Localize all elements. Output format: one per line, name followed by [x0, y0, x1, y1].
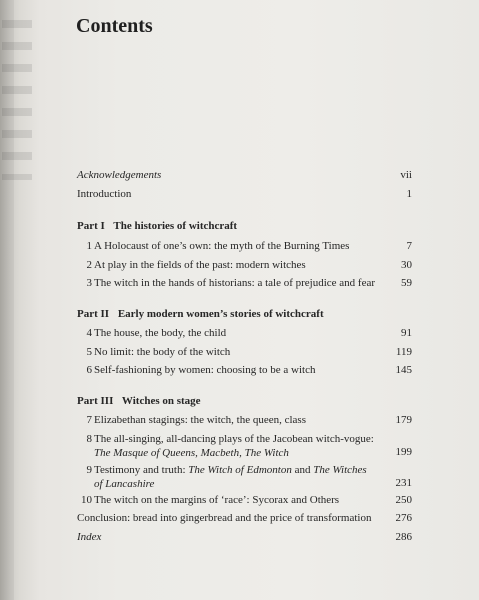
chapter-number: 10: [81, 494, 92, 506]
chapter-title-a: Testimony and truth:: [94, 464, 189, 476]
chapter-page: 250: [395, 494, 412, 506]
chapter-title: [94, 463, 384, 491]
chapter-page: 199: [395, 446, 412, 458]
chapter-number: 9: [86, 464, 92, 476]
chapter-title: At play in the fields of the past: modern witches: [94, 259, 306, 271]
part-heading-3: [77, 395, 207, 407]
chapter-title-b: The Witch of Edmonton: [188, 464, 292, 476]
chapter-title: Elizabethan stagings: the witch, the queen, class: [94, 414, 306, 426]
chapter-title-c: and: [291, 464, 314, 476]
chapter-page: 145: [395, 364, 412, 376]
entry-title: Acknowledgements: [77, 169, 162, 181]
chapter-title: The house, the body, the child: [94, 327, 227, 339]
chapter-number: 7: [86, 414, 92, 426]
entry-page: 276: [395, 512, 412, 524]
chapter-title: No limit: the body of the witch: [94, 346, 231, 358]
chapter-title: Self-fashioning by women: choosing to be a witch: [94, 364, 316, 376]
chapter-page: 119: [395, 346, 412, 358]
part-label: Part II: [77, 308, 110, 320]
part-title: The histories of witchcraft: [113, 220, 238, 232]
chapter-number: 2: [86, 259, 92, 271]
part-title: Early modern women’s stories of witchcraft: [117, 308, 324, 320]
chapter-title: The witch on the margins of ‘race’: Sycorax and Others: [94, 494, 340, 506]
chapter-page: 179: [395, 414, 412, 426]
chapter-number: 5: [86, 346, 92, 358]
chapter-number: 8: [86, 433, 92, 445]
chapter-page: 59: [401, 277, 412, 289]
chapter-number: 1: [86, 240, 92, 252]
chapter-title: A Holocaust of one’s own: the myth of the Burning Times: [94, 240, 350, 252]
entry-title: Conclusion: bread into gingerbread and the price of transformation: [77, 512, 372, 524]
part-heading-1: [77, 220, 243, 232]
chapter-number: 3: [86, 277, 92, 289]
page-title: Contents: [76, 15, 153, 37]
entry-page: 286: [395, 531, 412, 543]
chapter-page: 30: [401, 259, 412, 271]
chapter-title: The witch in the hands of historians: a tale of prejudice and fear: [94, 277, 376, 289]
entry-page: 1: [406, 188, 412, 200]
chapter-title-line1: The all-singing, all-dancing plays of the Jacobean witch-vogue:: [94, 433, 374, 445]
chapter-title: [94, 432, 384, 460]
chapter-page: 231: [395, 477, 412, 489]
chapter-page: 91: [401, 327, 412, 339]
chapter-title-line2: The Masque of Queens, Macbeth, The Witch: [94, 447, 289, 459]
chapter-title-line2: of Lancashire: [94, 478, 155, 490]
chapter-number: 4: [86, 327, 92, 339]
part-label: Part I: [77, 220, 105, 232]
part-heading-2: [77, 308, 330, 320]
entry-page: vii: [400, 169, 412, 181]
chapter-title-d: The Witches: [313, 464, 367, 476]
chapter-number: 6: [86, 364, 92, 376]
entry-title: Introduction: [77, 188, 132, 200]
part-label: Part III: [77, 395, 114, 407]
part-title: Witches on stage: [121, 395, 201, 407]
entry-title: Index: [77, 531, 102, 543]
chapter-page: 7: [406, 240, 412, 252]
